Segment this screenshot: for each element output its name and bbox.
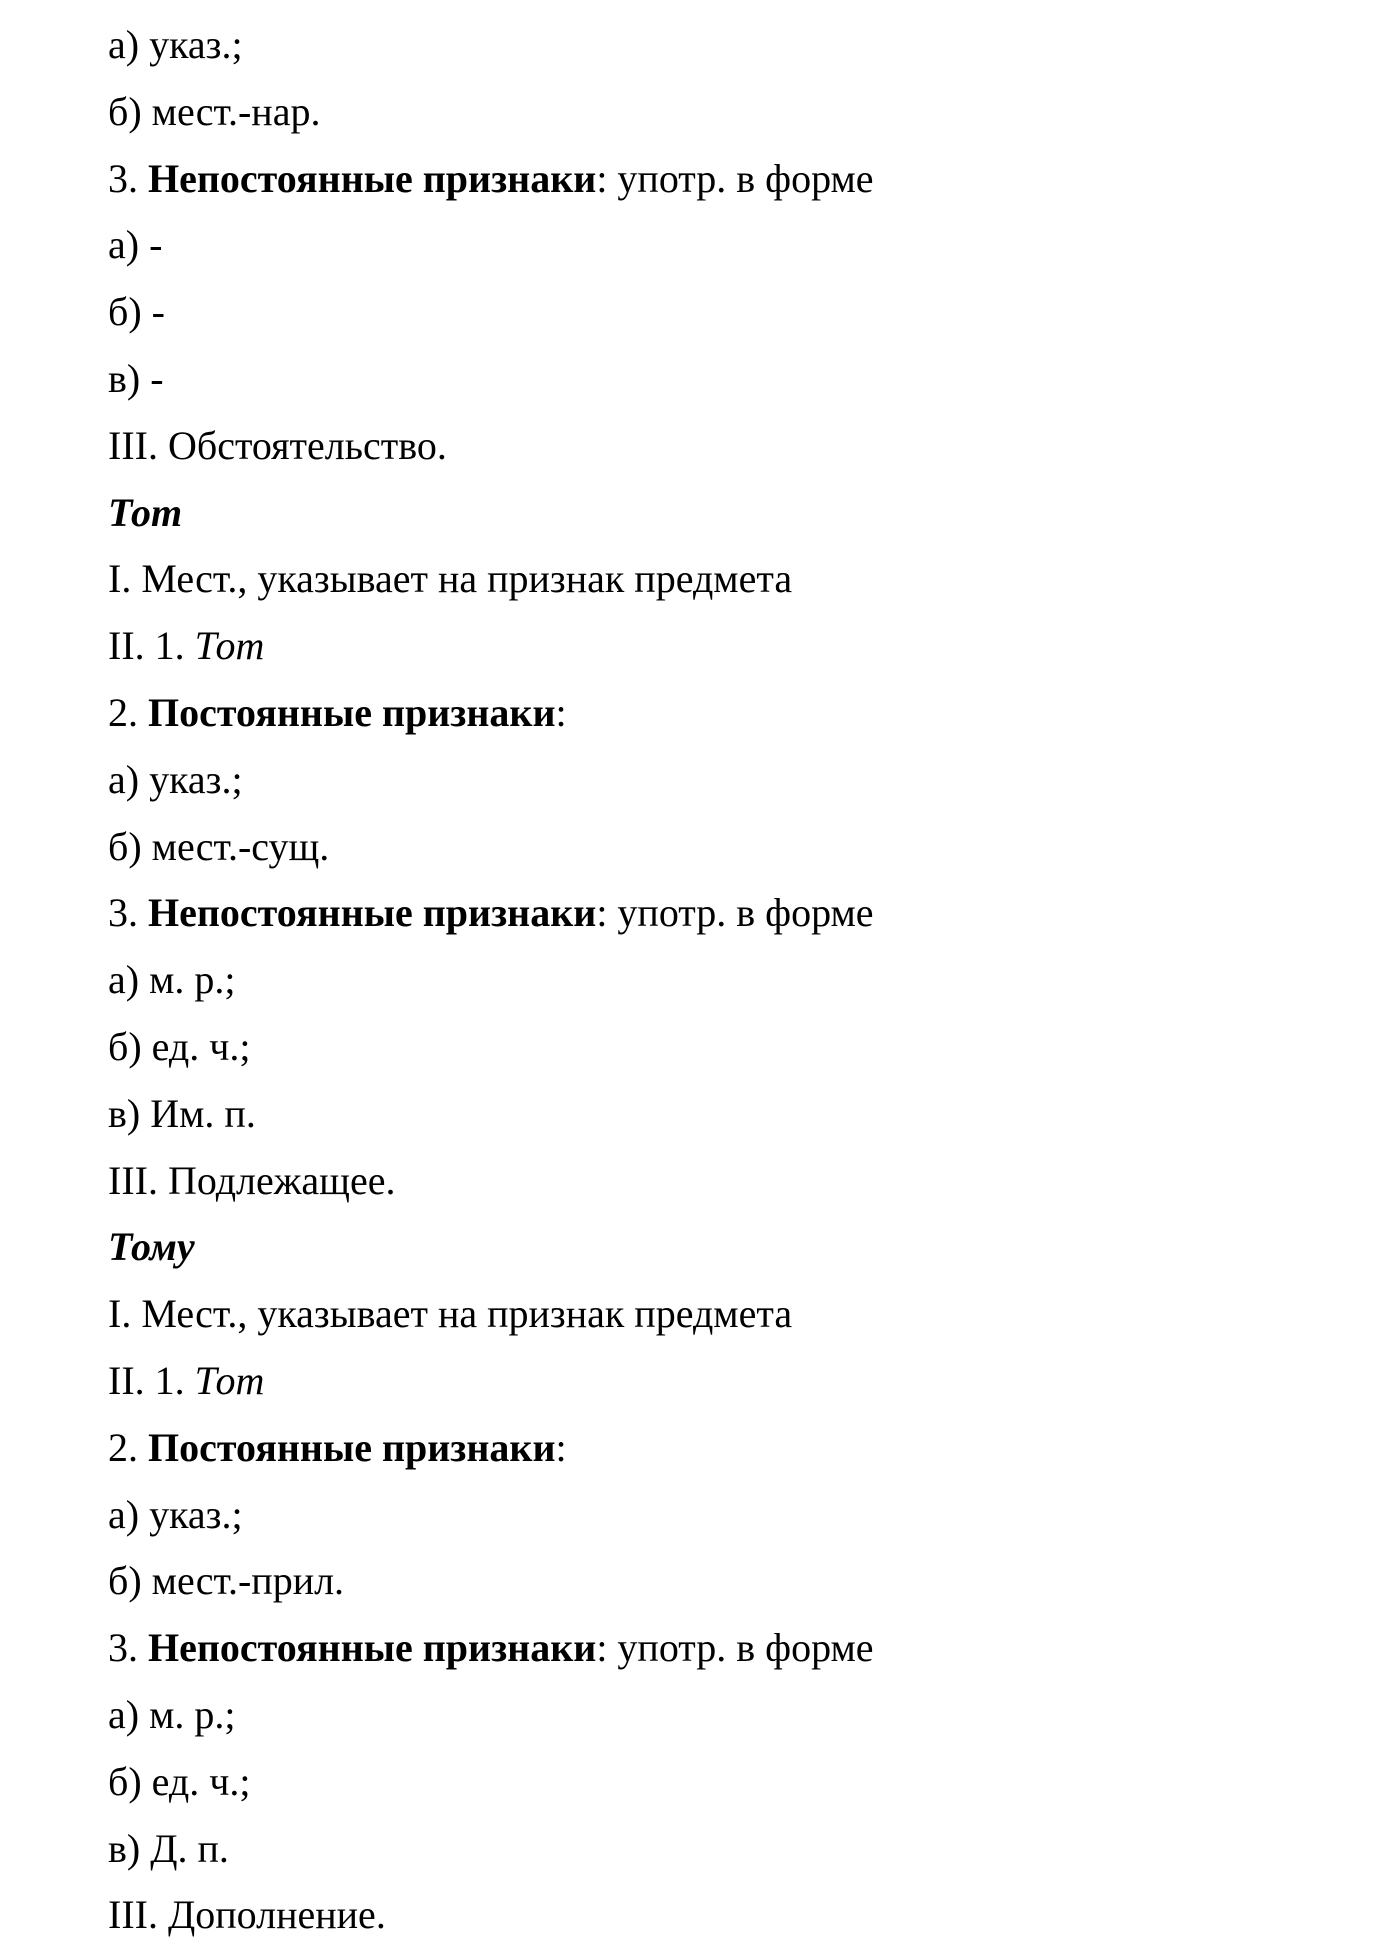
list-item-v — [108, 1818, 1348, 1885]
part-of-speech — [108, 1283, 1348, 1350]
bold-term: Непостоянные признаки — [148, 1625, 597, 1671]
document-page — [108, 14, 1348, 1951]
section-constant-features — [108, 1417, 1348, 1484]
word-heading — [108, 1216, 1348, 1283]
list-item-b — [108, 1550, 1348, 1617]
line-prefix: II. 1. — [108, 1357, 195, 1403]
line-text: в) - — [108, 355, 164, 401]
line-text: б) мест.-нар. — [108, 88, 321, 134]
line-text: а) указ.; — [108, 1491, 243, 1537]
line-text: б) - — [108, 289, 165, 335]
line-text: а) указ.; — [108, 22, 243, 67]
section-nonconstant-features — [108, 882, 1348, 949]
line-text: б) ед. ч.; — [108, 1023, 251, 1069]
list-item-b — [108, 1751, 1348, 1818]
syntactic-role — [108, 415, 1348, 482]
line-text: б) мест.-сущ. — [108, 823, 330, 869]
list-item-b — [108, 81, 1348, 148]
line-text: а) указ.; — [108, 756, 243, 802]
line-prefix: 3. — [108, 890, 148, 936]
heading-text: Тому — [108, 1224, 195, 1270]
line-prefix: 3. — [108, 155, 148, 201]
line-prefix: 3. — [108, 1625, 148, 1671]
list-item-a — [108, 1484, 1348, 1551]
line-prefix: II. 1. — [108, 623, 195, 669]
line-text: в) Д. п. — [108, 1825, 229, 1871]
line-suffix: : употр. в форме — [596, 890, 874, 936]
line-text: а) - — [108, 222, 163, 268]
line-prefix: 2. — [108, 1424, 148, 1470]
line-text: в) Им. п. — [108, 1090, 256, 1136]
list-item-b — [108, 816, 1348, 883]
bold-term: Постоянные признаки — [148, 689, 556, 735]
section-nonconstant-features — [108, 148, 1348, 215]
line-text: б) мест.-прил. — [108, 1558, 345, 1604]
list-item-v — [108, 348, 1348, 415]
line-prefix: 2. — [108, 689, 148, 735]
heading-text: Тот — [108, 489, 183, 535]
initial-form — [108, 1350, 1348, 1417]
line-suffix: : — [555, 1424, 567, 1470]
list-item-b — [108, 1016, 1348, 1083]
bold-term: Постоянные признаки — [148, 1424, 556, 1470]
list-item-v — [108, 1083, 1348, 1150]
list-item-a — [108, 1684, 1348, 1751]
list-item-a — [108, 14, 1348, 81]
line-text: а) м. р.; — [108, 1691, 236, 1737]
line-text: а) м. р.; — [108, 957, 236, 1003]
syntactic-role — [108, 1884, 1348, 1951]
line-text: I. Мест., указывает на признак предмета — [108, 1291, 793, 1337]
line-text: III. Подлежащее. — [108, 1157, 396, 1203]
syntactic-role — [108, 1150, 1348, 1217]
word-heading — [108, 482, 1348, 549]
list-item-a — [108, 214, 1348, 281]
part-of-speech — [108, 548, 1348, 615]
line-text: I. Мест., указывает на признак предмета — [108, 556, 793, 602]
line-text: III. Обстоятельство. — [108, 422, 447, 468]
list-item-a — [108, 749, 1348, 816]
line-text: III. Дополнение. — [108, 1892, 386, 1938]
section-constant-features — [108, 682, 1348, 749]
bold-term: Непостоянные признаки — [148, 155, 597, 201]
line-suffix: : — [555, 689, 567, 735]
italic-word: Тот — [194, 623, 265, 669]
italic-word: Тот — [194, 1357, 265, 1403]
line-suffix: : употр. в форме — [596, 155, 874, 201]
bold-term: Непостоянные признаки — [148, 890, 597, 936]
list-item-b — [108, 281, 1348, 348]
line-suffix: : употр. в форме — [596, 1625, 874, 1671]
initial-form — [108, 615, 1348, 682]
list-item-a — [108, 949, 1348, 1016]
line-text: б) ед. ч.; — [108, 1758, 251, 1804]
section-nonconstant-features — [108, 1617, 1348, 1684]
